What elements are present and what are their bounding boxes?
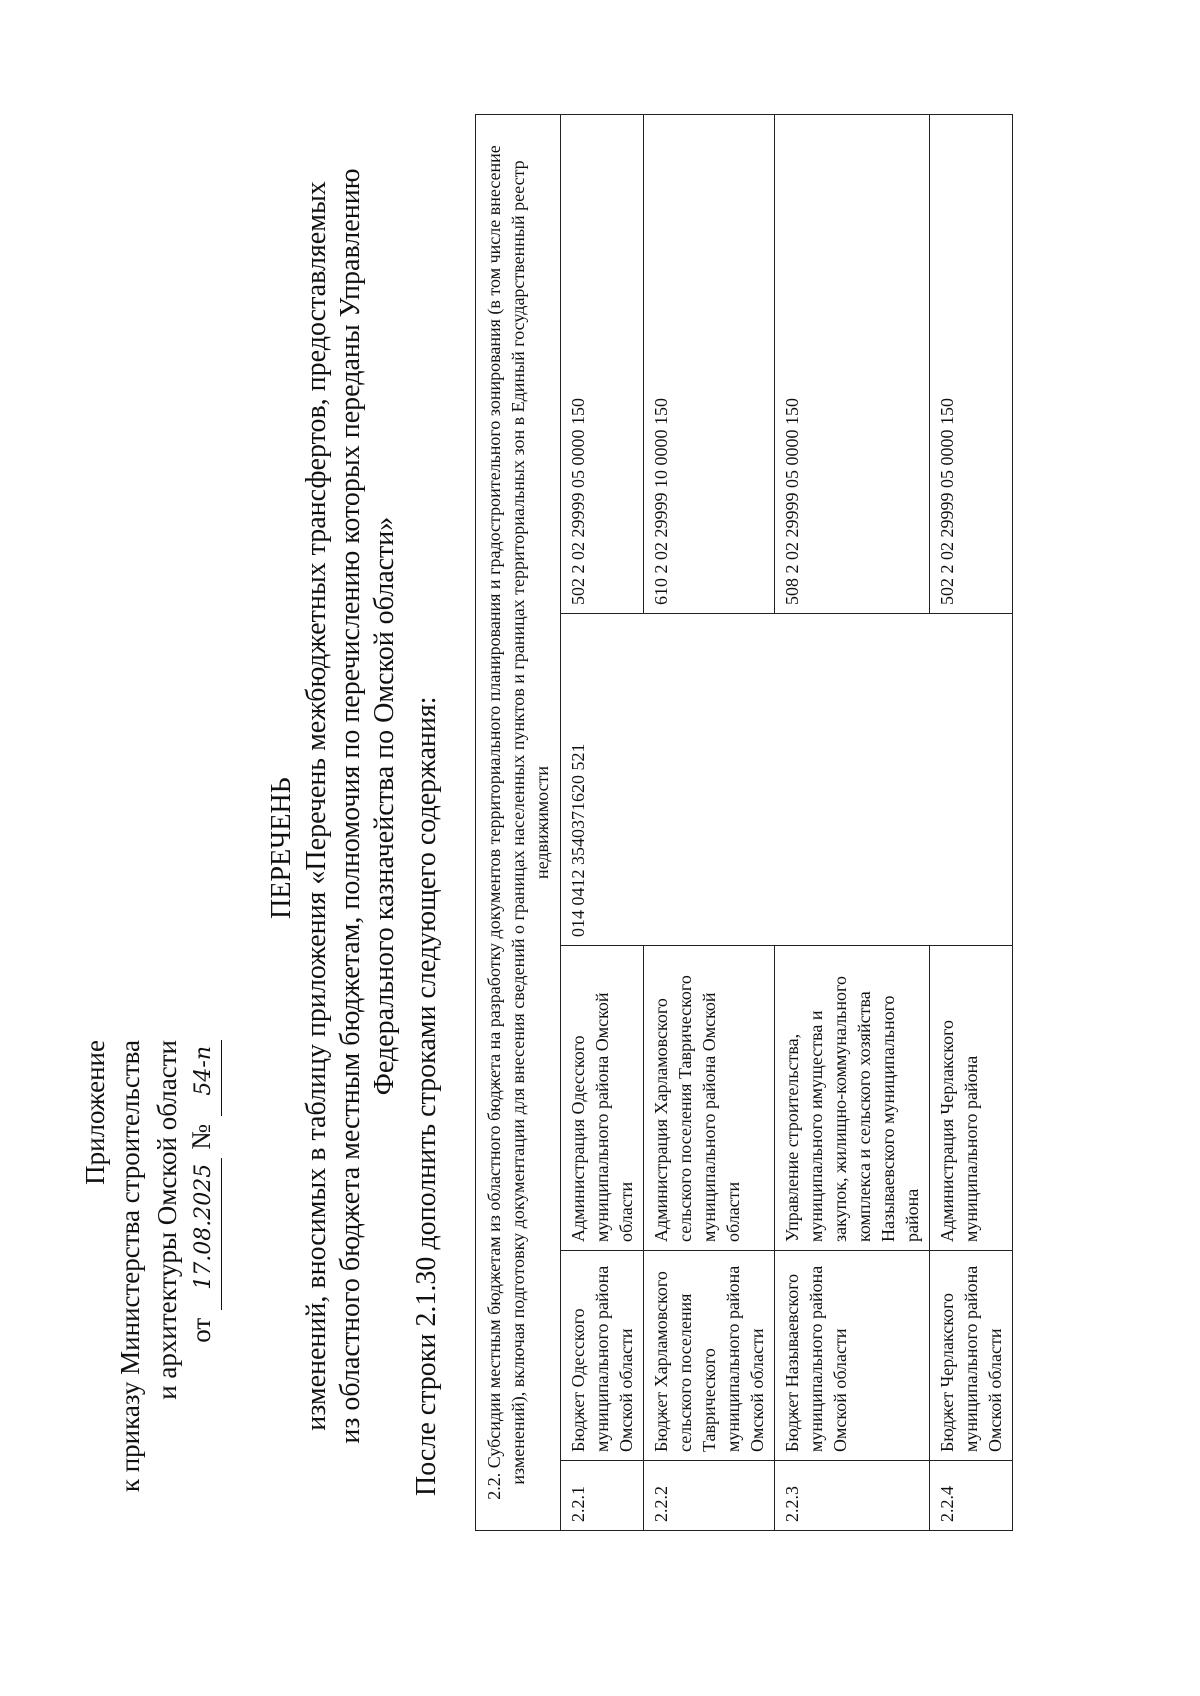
section-heading: 2.2. Субсидии местным бюджетам из областного бюджета на разработку документов территориального планирования и градостроительного зонирования (в том числе внесение изменений), включая подготовку документации для внесения сведений о границах населенных пунктов и границах территориальных зон в Единый государственный реестр недвижимости bbox=[476, 114, 561, 1530]
budget-cell: Бюджет Называевского муниципального района Омской области bbox=[775, 1251, 930, 1461]
administrator-cell: Администрация Черлакского муниципального района bbox=[930, 946, 1013, 1251]
order-reference: к приказу Министерства строительства bbox=[115, 1040, 145, 1493]
administrator-cell: Администрация Одесского муниципального района Омской области bbox=[561, 946, 644, 1251]
administrator-cell: Администрация Харламовского сельского поселения Таврического муниципального района Омской области bbox=[644, 946, 775, 1251]
table-section-row bbox=[476, 114, 561, 1530]
ministry-name: и архитектуры Омской области bbox=[152, 1040, 182, 1400]
income-code-cell: 610 2 02 29999 10 0000 150 bbox=[644, 114, 775, 613]
intro-text: После строки 2.1.30 дополнить строками следующего содержания: bbox=[411, 696, 442, 1496]
row-number: 2.2.3 bbox=[775, 1461, 930, 1531]
handwritten-number: 54-п bbox=[187, 1040, 222, 1116]
document-title: ПЕРЕЧЕНЬ bbox=[266, 777, 297, 919]
document-subtitle: изменений, вносимых в таблицу приложения «Перечень межбюджетных трансфертов, предоставляемых из областного бюджета местным бюджетам, полномочия по перечислению которых переданы Управлению Федерального казначейства по Омской области» bbox=[301, 168, 400, 1444]
number-prefix: № bbox=[186, 1124, 216, 1150]
transfers-table bbox=[475, 114, 1013, 1531]
income-code-cell: 508 2 02 29999 05 0000 150 bbox=[775, 114, 930, 613]
appendix-label: Приложение bbox=[80, 1040, 110, 1185]
row-number: 2.2.4 bbox=[930, 1461, 1013, 1531]
budget-cell: Бюджет Черлакского муниципального района Омской области bbox=[930, 1251, 1013, 1461]
handwritten-date: 17.08.2025 bbox=[187, 1158, 222, 1310]
row-number: 2.2.2 bbox=[644, 1461, 775, 1531]
order-date-number bbox=[184, 1040, 222, 1343]
income-code-cell: 502 2 02 29999 05 0000 150 bbox=[930, 114, 1013, 613]
budget-cell: Бюджет Харламовского сельского поселения Таврического муниципального района Омской области bbox=[644, 1251, 775, 1461]
row-number: 2.2.1 bbox=[561, 1461, 644, 1531]
table-row bbox=[561, 114, 644, 1530]
budget-cell: Бюджет Одесского муниципального района Омской области bbox=[561, 1251, 644, 1461]
date-prefix: от bbox=[186, 1317, 216, 1343]
income-code-cell: 502 2 02 29999 05 0000 150 bbox=[561, 114, 644, 613]
administrator-cell: Управление строительства, муниципального имущества и закупок, жилищно-коммунального комплекса и сельского хозяйства Называевского муниципального района bbox=[775, 946, 930, 1251]
expense-code-cell: 014 0412 3540371620 521 bbox=[561, 614, 1013, 946]
